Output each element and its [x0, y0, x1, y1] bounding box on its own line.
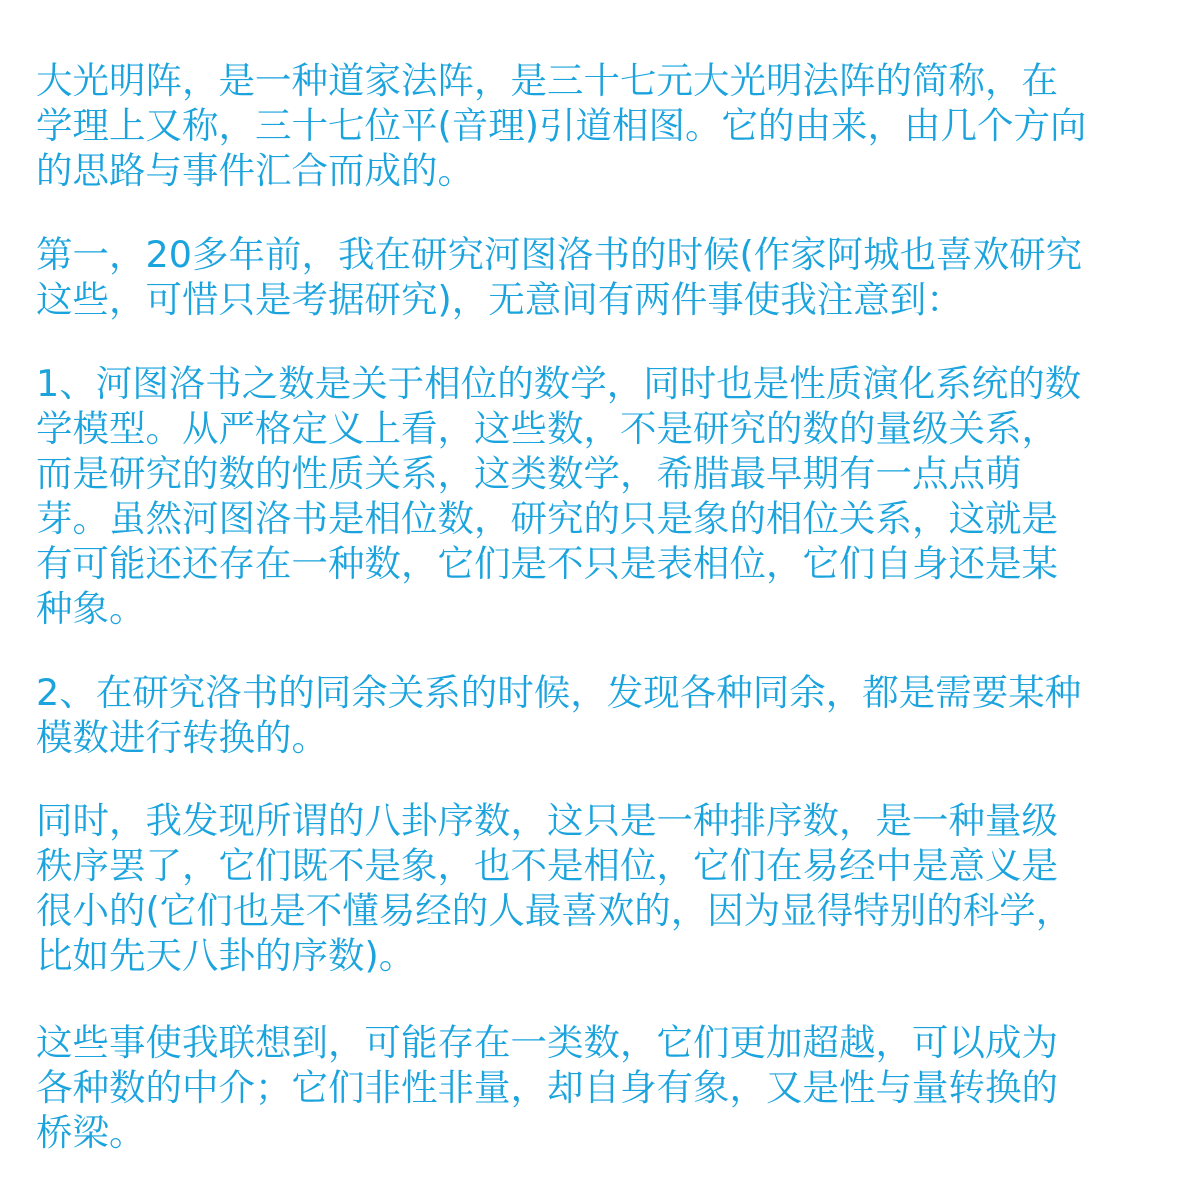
text-line: 同时，我发现所谓的八卦序数，这只是一种排序数，是一种量级	[36, 799, 1058, 842]
text-line: 比如先天八卦的序数)。	[36, 934, 416, 977]
text-line: 学模型。从严格定义上看，这些数，不是研究的数的量级关系，	[36, 407, 1058, 450]
paragraph-point-2	[36, 670, 1170, 760]
paragraph-bagua	[36, 798, 1170, 978]
text-line: 的思路与事件汇合而成的。	[36, 149, 474, 192]
text-line: 有可能还还存在一种数，它们是不只是表相位，它们自身还是某	[36, 542, 1058, 585]
text-line: 很小的(它们也是不懂易经的人最喜欢的，因为显得特别的科学，	[36, 889, 1073, 932]
text-line: 1、河图洛书之数是关于相位的数学，同时也是性质演化系统的数	[36, 362, 1082, 405]
text-line: 各种数的中介；它们非性非量，却自身有象，又是性与量转换的	[36, 1066, 1058, 1109]
text-line: 大光明阵，是一种道家法阵，是三十七元大光明法阵的简称，在	[36, 59, 1058, 102]
text-line: 学理上又称，三十七位平(音理)引道相图。它的由来，由几个方向	[36, 104, 1087, 147]
paragraph-point-1	[36, 361, 1170, 631]
text-line: 这些事使我联想到，可能存在一类数，它们更加超越，可以成为	[36, 1021, 1058, 1064]
text-line: 秩序罢了，它们既不是象，也不是相位，它们在易经中是意义是	[36, 844, 1058, 887]
text-line: 模数进行转换的。	[36, 716, 328, 759]
paragraph-intro	[36, 58, 1170, 193]
text-line: 芽。虽然河图洛书是相位数，研究的只是象的相位关系，这就是	[36, 497, 1058, 540]
paragraph-first	[36, 232, 1170, 322]
text-line: 这些，可惜只是考据研究)，无意间有两件事使我注意到：	[36, 278, 963, 321]
text-line: 2、在研究洛书的同余关系的时候，发现各种同余，都是需要某种	[36, 671, 1082, 714]
text-line: 而是研究的数的性质关系，这类数学，希腊最早期有一点点萌	[36, 452, 1022, 495]
text-line: 桥梁。	[36, 1111, 146, 1154]
text-line: 第一，20多年前，我在研究河图洛书的时候(作家阿城也喜欢研究	[36, 233, 1083, 276]
paragraph-conclusion	[36, 1020, 1170, 1155]
text-line: 种象。	[36, 587, 146, 630]
